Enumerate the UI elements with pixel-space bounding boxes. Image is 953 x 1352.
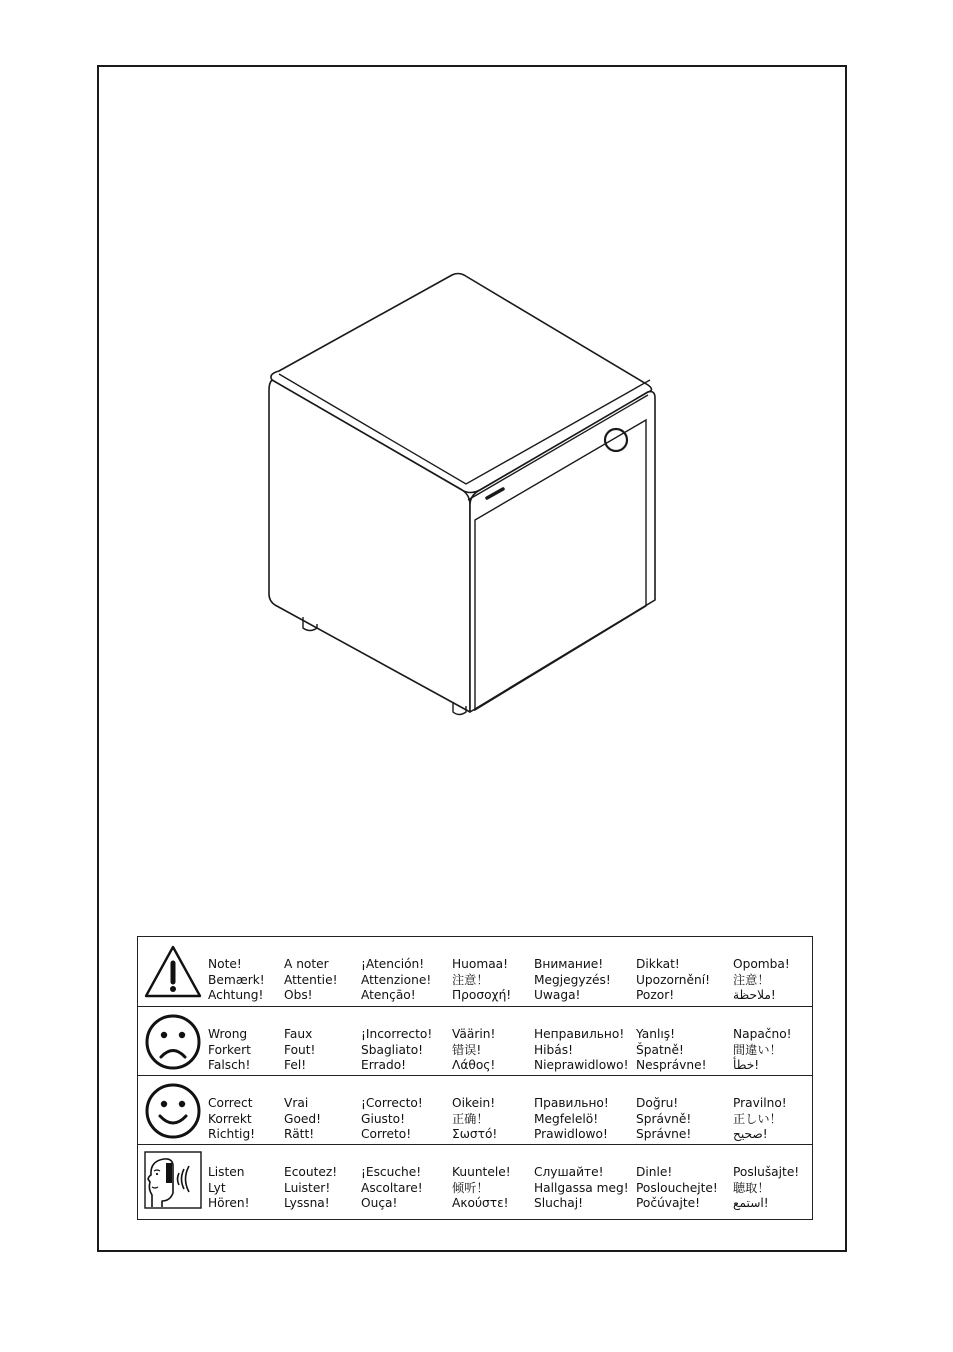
lang-col-1 [208, 1165, 249, 1212]
legend-text: ¡Escuche! [361, 1165, 422, 1179]
lang-col-6 [636, 1165, 718, 1212]
legend-text: ¡Atención! [361, 957, 425, 971]
listen-ear-icon [142, 1149, 204, 1211]
legend-text: 間違い！ [733, 1042, 782, 1057]
lang-col-1 [208, 957, 265, 1004]
legend-text: Ascoltare! [361, 1180, 423, 1195]
safety-legend [137, 936, 813, 1220]
legend-text: Prawidlowo! [534, 1127, 608, 1142]
legend-text: Väärin! [452, 1027, 496, 1041]
lang-col-5 [534, 957, 611, 1004]
happy-face-icon [142, 1080, 204, 1142]
lang-col-4 [452, 1165, 511, 1212]
legend-text: Achtung! [208, 988, 264, 1003]
legend-text: Doğru! [636, 1096, 679, 1110]
legend-text: Correto! [361, 1127, 412, 1142]
lang-col-3 [361, 1165, 423, 1212]
cabinet-illustration [260, 270, 660, 720]
legend-text: Luister! [284, 1180, 331, 1195]
legend-text: Obs! [284, 988, 313, 1003]
legend-text: Korrekt [208, 1111, 252, 1126]
lang-col-5 [534, 1096, 609, 1143]
legend-text: Pravilno! [733, 1096, 787, 1110]
legend-text: Megjegyzés! [534, 972, 611, 987]
legend-text: Attentie! [284, 972, 338, 987]
legend-text: Nieprawidlowo! [534, 1058, 629, 1073]
legend-text: Vrai [284, 1096, 309, 1110]
legend-text: Note! [208, 957, 242, 971]
legend-text: 错误! [452, 1042, 482, 1057]
legend-text: Fout! [284, 1042, 316, 1057]
legend-text: Sluchaj! [534, 1196, 584, 1211]
legend-text: Hibás! [534, 1042, 573, 1057]
legend-text: Lyssna! [284, 1196, 330, 1211]
lang-col-6 [636, 957, 710, 1004]
lang-col-2 [284, 957, 337, 1004]
legend-text: ¡Correcto! [361, 1096, 423, 1110]
lang-col-2 [284, 1165, 337, 1212]
lang-col-7 [733, 1165, 799, 1212]
legend-text: Sbagliato! [361, 1042, 424, 1057]
lang-col-3 [361, 957, 431, 1004]
legend-text: !خطأ [733, 1058, 760, 1073]
legend-text: Kuuntele! [452, 1165, 511, 1179]
legend-text: Bemærk! [208, 972, 265, 987]
legend-text: Attenzione! [361, 972, 432, 987]
legend-text: Nesprávne! [636, 1058, 707, 1073]
legend-text: Oikein! [452, 1096, 496, 1110]
legend-text: Ecoutez! [284, 1165, 338, 1179]
legend-text: Faux [284, 1027, 313, 1041]
legend-text: Špatně! [636, 1042, 684, 1057]
legend-text: 正确！ [452, 1111, 489, 1126]
legend-text: Hallgassa meg! [534, 1180, 629, 1195]
legend-text: Správne! [636, 1127, 692, 1142]
legend-text: 聴取！ [733, 1180, 770, 1195]
legend-text: A noter [284, 957, 329, 971]
legend-text: Napačno! [733, 1027, 792, 1041]
legend-row-listen [138, 1145, 812, 1213]
legend-text: 正しい！ [733, 1111, 782, 1126]
lang-col-2 [284, 1096, 321, 1143]
legend-text: 倾听！ [452, 1180, 489, 1195]
lang-col-7 [733, 957, 790, 1004]
legend-text: 注意！ [452, 972, 489, 987]
legend-text: Errado! [361, 1058, 407, 1073]
legend-text: Dikkat! [636, 957, 680, 971]
legend-text: Forkert [208, 1042, 251, 1057]
legend-text: Pozor! [636, 988, 675, 1003]
legend-text: Внимание! [534, 957, 604, 971]
legend-text: !صحيح [733, 1127, 768, 1142]
legend-text: Yanlış! [636, 1027, 675, 1041]
legend-text: Richtig! [208, 1127, 256, 1142]
warning-triangle-icon [142, 941, 204, 1003]
lang-col-7 [733, 1096, 787, 1143]
legend-text: 注意！ [733, 972, 770, 987]
legend-text: Opomba! [733, 957, 790, 971]
legend-text: Správně! [636, 1111, 692, 1126]
lang-col-1 [208, 1096, 255, 1143]
legend-text: Giusto! [361, 1111, 406, 1126]
legend-text: Listen [208, 1165, 245, 1179]
legend-text: Ouça! [361, 1196, 398, 1211]
legend-text: Megfelelö! [534, 1111, 599, 1126]
lang-col-1 [208, 1027, 251, 1074]
legend-row-correct [138, 1076, 812, 1144]
legend-text: Upozornění! [636, 972, 710, 987]
legend-text: Правильно! [534, 1096, 609, 1110]
legend-row-note [138, 937, 812, 1005]
lang-col-4 [452, 1027, 495, 1074]
legend-text: Dinle! [636, 1165, 673, 1179]
legend-text: Σωστό! [452, 1127, 498, 1142]
lang-col-7 [733, 1027, 792, 1074]
legend-text: Poslušajte! [733, 1165, 800, 1179]
legend-text: Ακούστε! [452, 1196, 509, 1211]
legend-text: Слушайте! [534, 1165, 604, 1179]
lang-col-6 [636, 1096, 691, 1143]
legend-text: Неправильно! [534, 1027, 625, 1041]
lang-col-4 [452, 957, 511, 1004]
legend-text: Uwaga! [534, 988, 581, 1003]
lang-col-6 [636, 1027, 707, 1074]
lang-col-4 [452, 1096, 497, 1143]
legend-text: Wrong [208, 1027, 248, 1041]
legend-text: Falsch! [208, 1058, 251, 1073]
legend-text: Λάθος! [452, 1058, 496, 1073]
legend-text: Počúvajte! [636, 1196, 701, 1211]
legend-text: ¡Incorrecto! [361, 1027, 433, 1041]
lang-col-5 [534, 1027, 628, 1074]
legend-text: !ملاحظة [733, 988, 776, 1003]
legend-row-wrong [138, 1007, 812, 1075]
legend-text: Huomaa! [452, 957, 509, 971]
legend-text: !استمع [733, 1196, 769, 1211]
lang-col-3 [361, 1027, 432, 1074]
lang-col-5 [534, 1165, 629, 1212]
legend-text: Poslouchejte! [636, 1180, 718, 1195]
lang-col-3 [361, 1096, 423, 1143]
lang-col-2 [284, 1027, 315, 1074]
legend-text: Correct [208, 1096, 253, 1110]
legend-text: Atenção! [361, 988, 416, 1003]
legend-text: Hören! [208, 1196, 250, 1211]
legend-text: Προσοχή! [452, 988, 512, 1003]
legend-text: Fel! [284, 1058, 307, 1073]
legend-text: Goed! [284, 1111, 322, 1126]
sad-face-icon [142, 1011, 204, 1073]
legend-text: Lyt [208, 1180, 226, 1195]
legend-text: Rätt! [284, 1127, 315, 1142]
